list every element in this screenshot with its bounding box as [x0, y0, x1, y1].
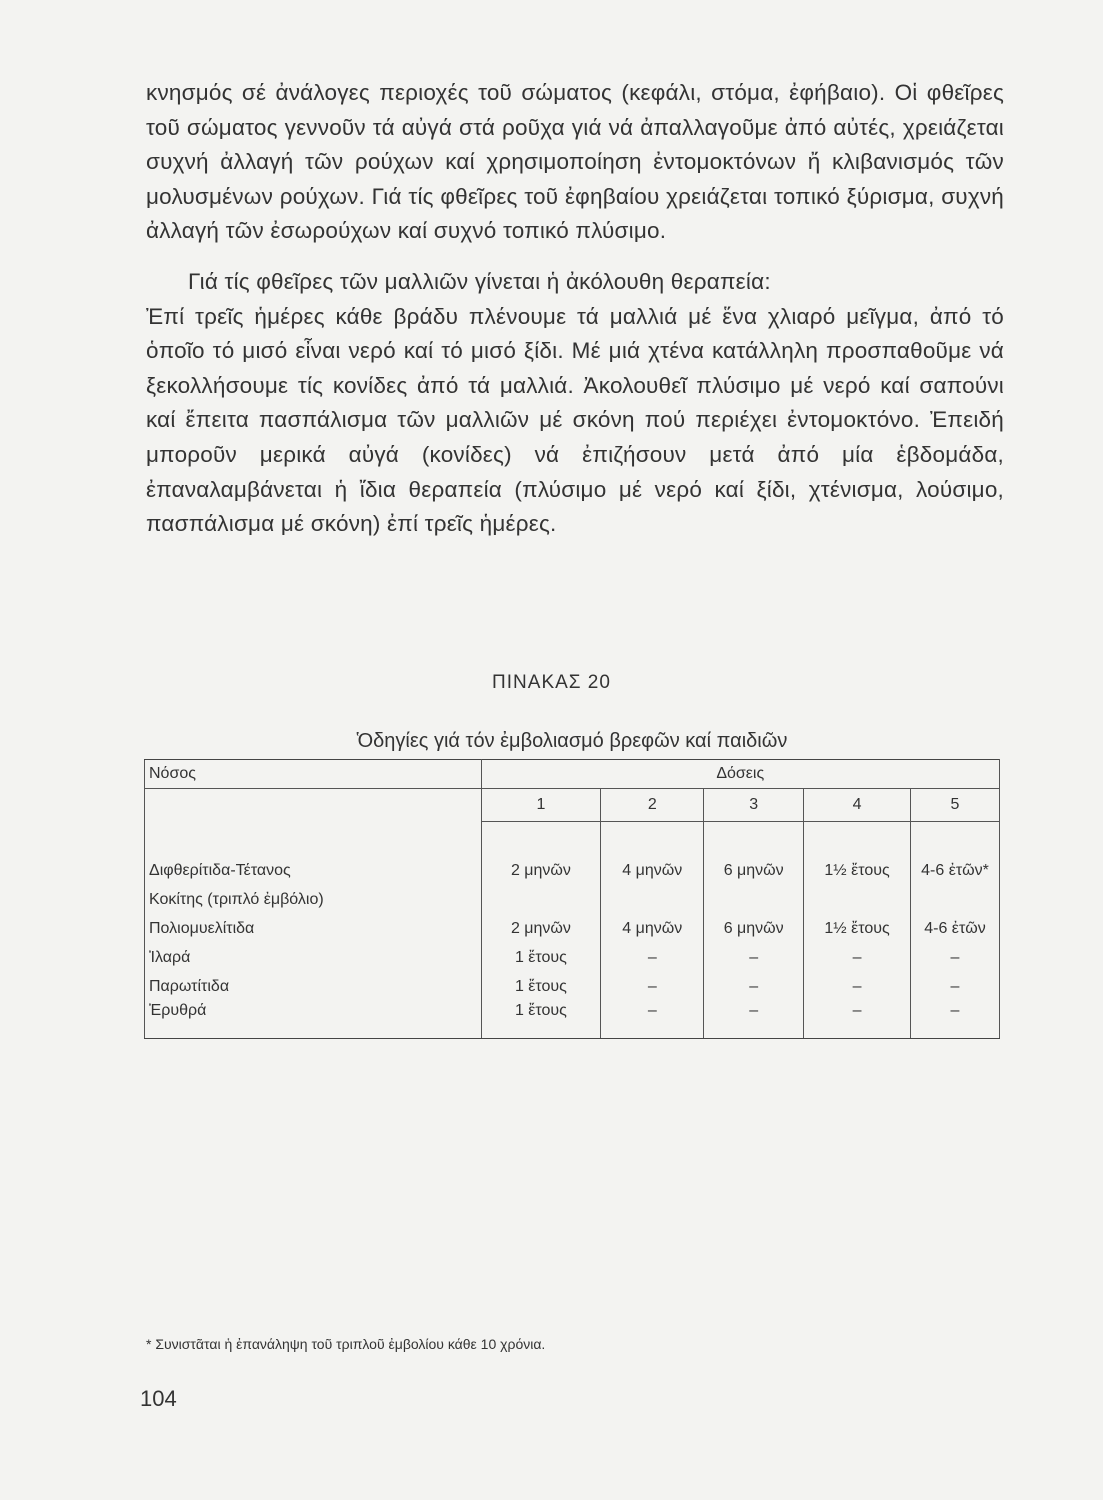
dose-cell: – [601, 972, 704, 1001]
table-header-row [145, 760, 1000, 789]
dose-cell: 4 μηνῶν [601, 856, 704, 885]
disease-name: Ἰλαρά [145, 943, 482, 972]
dose-number-3: 3 [704, 789, 804, 822]
dose-cell: 2 μηνῶν [481, 856, 601, 885]
dose-cell [911, 885, 1000, 914]
paragraph-lice-body: κνησμός σέ ἀνάλογες περιοχές τοῦ σώματος (κεφάλι, στόμα, ἐφήβαιο). Οἱ φθεῖρες τοῦ σώματος γεννοῦν τά αὐγά στά ροῦχα γιά νά ἀπαλλαγοῦμε ἀπό αὐτές, χρειάζεται συχνή ἀλλαγή τῶν ρούχων καί χρησιμοποίηση ἐντομοκτόνων ἤ κλιβανισμός τῶν μολυσμένων ρούχων. Γιά τίς φθεῖρες τοῦ ἐφηβαίου χρειάζεται τοπικό ξύρισμα, συχνή ἀλλαγή τῶν ἐσωρούχων καί συχνό τοπικό πλύσιμο. [146, 80, 1004, 244]
vaccination-table [144, 759, 1000, 1039]
dose-cell [601, 885, 704, 914]
dose-cell: – [911, 943, 1000, 972]
dose-cell: 1 ἔτους [481, 972, 601, 1001]
paragraph-hair-lice-treatment: Ἐπί τρεῖς ἡμέρες κάθε βράδυ πλένουμε τά μαλλιά μέ ἕνα χλιαρό μεῖγμα, ἀπό τό ὁποῖο τό μισό εἶναι νερό καί τό μισό ξίδι. Μέ μιά χτένα κατάλληλη προσπαθοῦμε νά ξεκολλήσουμε τίς κονίδες ἀπό τά μαλλιά. Ἀκολουθεῖ πλύσιμο μέ νερό καί σαπούνι καί ἔπειτα πασπάλισμα τῶν μαλλιῶν μέ σκόνη πού περιέχει ἐντομοκτόνο. Ἐπειδή μποροῦν μερικά αὐγά (κονίδες) νά ἐπιζήσουν μετά ἀπό μία ἑβδομάδα, ἐπαναλαμβάνεται ἡ ἴδια θεραπεία (πλύσιμο μέ νερό καί ξίδι, χτένισμα, λούσιμο, πασπάλισμα μέ σκόνη) ἐπί τρεῖς ἡμέρες. [146, 303, 1004, 537]
empty-cell [145, 789, 482, 822]
dose-cell [804, 885, 911, 914]
dose-cell: 4 μηνῶν [601, 914, 704, 943]
disease-name: Πολιομυελίτιδα [145, 914, 482, 943]
dose-cell: 6 μηνῶν [704, 856, 804, 885]
table-row [145, 885, 1000, 914]
table-row [145, 972, 1000, 1001]
table-row [145, 1001, 1000, 1039]
disease-name: Διφθερίτιδα-Τέτανος [145, 856, 482, 885]
dose-cell: – [704, 943, 804, 972]
dose-cell: – [804, 1001, 911, 1039]
body-text [146, 76, 1004, 542]
dose-cell: – [601, 943, 704, 972]
dose-cell: – [804, 972, 911, 1001]
dose-number-2: 2 [601, 789, 704, 822]
dose-cell: – [911, 1001, 1000, 1039]
table-heading: ΠΙΝΑΚΑΣ 20 [492, 672, 611, 693]
dose-cell: – [601, 1001, 704, 1039]
table-dose-number-row [145, 789, 1000, 822]
dose-cell: 6 μηνῶν [704, 914, 804, 943]
dose-number-1: 1 [481, 789, 601, 822]
dose-cell: – [911, 972, 1000, 1001]
col-header-disease: Νόσος [145, 760, 482, 789]
table-caption: Ὁδηγίες γιά τόν ἐμβολιασμό βρεφῶν καί παιδιῶν [356, 730, 788, 752]
dose-cell: 1 ἔτους [481, 943, 601, 972]
paragraph-hair-lice-intro: Γιά τίς φθεῖρες τῶν μαλλιῶν γίνεται ἡ ἀκόλουθη θεραπεία: [188, 268, 771, 294]
table-row [145, 914, 1000, 943]
dose-cell: 2 μηνῶν [481, 914, 601, 943]
table-row [145, 943, 1000, 972]
dose-cell: 1½ ἔτους [804, 856, 911, 885]
dose-cell: 1½ ἔτους [804, 914, 911, 943]
dose-number-5: 5 [911, 789, 1000, 822]
dose-cell: – [704, 1001, 804, 1039]
dose-cell: – [704, 972, 804, 1001]
footnote: * Συνιστᾶται ἡ ἐπανάληψη τοῦ τριπλοῦ ἐμβολίου κάθε 10 χρόνια. [146, 1336, 546, 1352]
dose-cell: – [804, 943, 911, 972]
col-header-doses: Δόσεις [481, 760, 1000, 789]
dose-number-4: 4 [804, 789, 911, 822]
dose-cell: 1 ἔτους [481, 1001, 601, 1039]
dose-cell: 4-6 ἐτῶν* [911, 856, 1000, 885]
disease-name: Κοκίτης (τριπλό ἐμβόλιο) [145, 885, 482, 914]
dose-cell [704, 885, 804, 914]
disease-name: Παρωτίτιδα [145, 972, 482, 1001]
disease-name: Ἐρυθρά [145, 1001, 482, 1039]
dose-cell: 4-6 ἐτῶν [911, 914, 1000, 943]
table-row [145, 856, 1000, 885]
table-spacer-row [145, 822, 1000, 857]
dose-cell [481, 885, 601, 914]
page-number: 104 [140, 1386, 177, 1411]
